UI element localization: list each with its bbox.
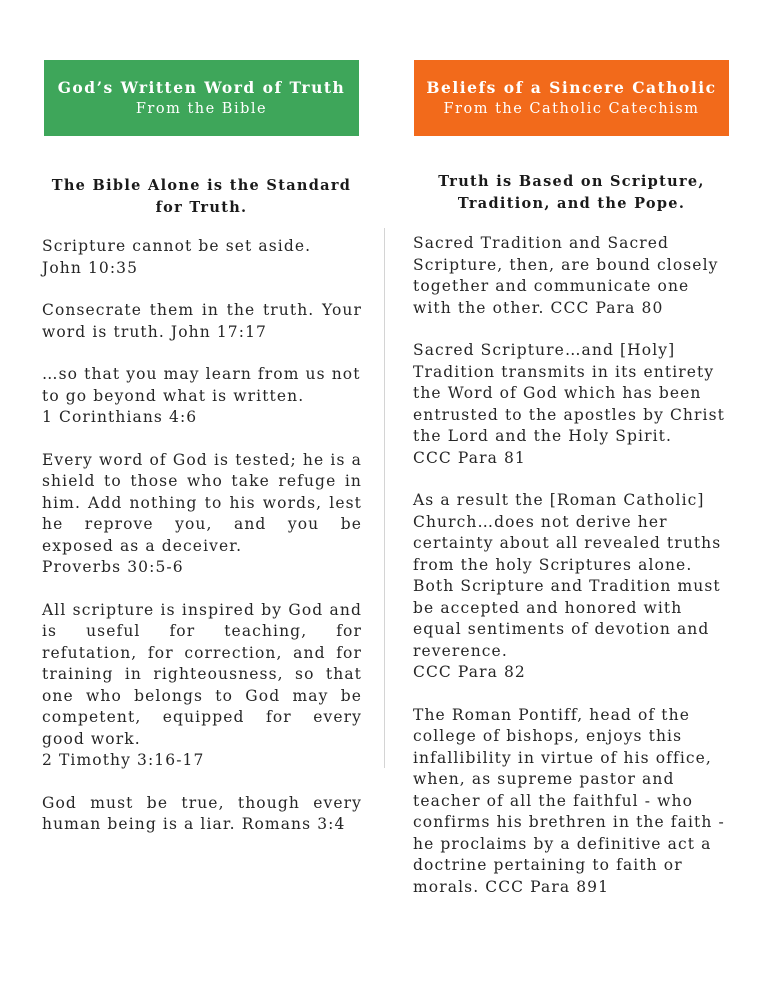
entry-reference: 1 Corinthians 4:6 (42, 408, 198, 426)
column-divider (384, 228, 385, 768)
entry-reference: CCC Para 82 (413, 663, 526, 681)
bible-entry (42, 793, 362, 836)
entry-reference: 2 Timothy 3:16-17 (42, 751, 205, 769)
bible-banner-title: God’s Written Word of Truth (57, 78, 346, 97)
bible-heading-line: for Truth. (155, 199, 248, 216)
entry-reference: Proverbs 30:5-6 (42, 558, 184, 576)
entry-reference: CCC Para 81 (413, 448, 526, 467)
catechism-heading (414, 171, 729, 215)
entry-text: God must be true, though every human being is a liar. Romans 3:4 (42, 793, 362, 833)
catechism-banner-title: Beliefs of a Sincere Catholic (426, 78, 717, 97)
entry-text: Sacred Scripture…and [Holy] Tradition transmits in its entirety the Word of God which has been entrusted to the apostles by Christ the Lord and the Holy Spirit. (413, 341, 725, 445)
catechism-banner-subtitle: From the Catholic Catechism (443, 101, 700, 117)
entry-text: As a result the [Roman Catholic] Church…does not derive her certainty about all revealed truths from the holy Scriptures alone. Both Scripture and Tradition must be accepted and honored with equal sentiments of devotion and reverence. (413, 491, 722, 660)
entry-text: Every word of God is tested; he is a shield to those who take refuge in him. Add nothing to his words, lest he reprove you, and you be exposed as a deceiver. (42, 450, 362, 555)
bible-banner-subtitle: From the Bible (135, 101, 268, 117)
bible-entry (42, 600, 362, 772)
entry-text: Sacred Tradition and Sacred Scripture, then, are bound closely together and communicate one with the other. CCC Para 80 (413, 234, 719, 317)
catechism-column (413, 233, 731, 919)
bible-entry (42, 450, 362, 579)
entry-text: …so that you may learn from us not to go beyond what is written. (42, 365, 361, 405)
catechism-entry (413, 490, 731, 684)
bible-entry (42, 236, 362, 279)
bible-heading-line: The Bible Alone is the Standard (51, 177, 352, 194)
entry-text: Consecrate them in the truth. Your word is truth. John 17:17 (42, 301, 362, 341)
entry-reference: John 10:35 (42, 258, 139, 277)
catechism-entry (413, 233, 731, 319)
bible-entry (42, 300, 362, 343)
catechism-heading-line: Tradition, and the Pope. (457, 195, 686, 212)
entry-text: The Roman Pontiff, head of the college of bishops, enjoys this infallibility in virtue of his office, when, as supreme pastor and teacher of all the faithful - who confirms his brethren in the faith - he proclaims by a definitive act a doctrine pertaining to faith or morals. CCC Para 891 (413, 705, 725, 896)
bible-banner (44, 60, 359, 136)
entry-text: Scripture cannot be set aside. (42, 237, 312, 255)
catechism-heading-line: Truth is Based on Scripture, (438, 173, 705, 190)
catechism-entry (413, 705, 731, 899)
catechism-banner (414, 60, 729, 136)
entry-text: All scripture is inspired by God and is useful for teaching, for refutation, for correction, and for training in righteousness, so that one who belongs to God may be competent, equipped for every good work. (42, 600, 362, 748)
bible-heading (44, 175, 359, 219)
bible-column (42, 236, 362, 857)
catechism-entry (413, 340, 731, 469)
bible-entry (42, 364, 362, 429)
